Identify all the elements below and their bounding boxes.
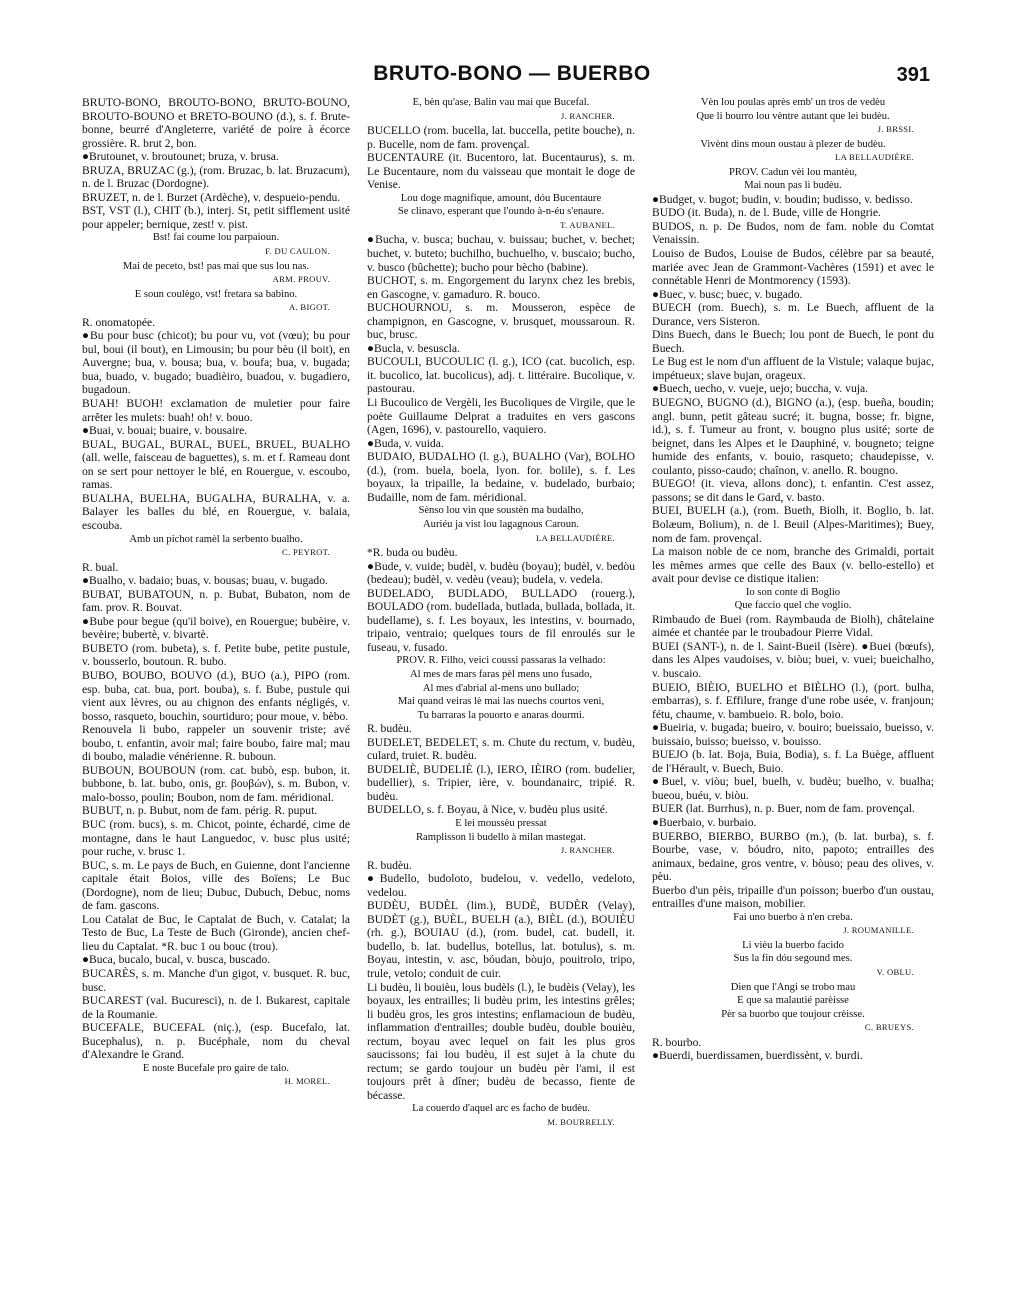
quotation-line: Vèn lou poulas après emb' un tros de vedèu — [700, 97, 886, 108]
dictionary-entry: BUAL, BUGAL, BURAL, BUEL, BRUEL, BUALHO (all. welle, faisceau de baguettes), s. m. et f. Rameau dont on se sert pour nettoyer le blé, en Rouergue, v. escoubo, ramas. — [82, 437, 350, 492]
quotation-source: T. AUBANEL. — [560, 219, 615, 230]
dictionary-entry: La maison noble de ce nom, branche des Grimaldi, portait les mêmes armes que celle des Baux (v. bello-estello) et avait pour devise ce distique italien: — [652, 545, 934, 586]
dictionary-entry: ●Buai, v. bouai; buaire, v. bousaire. — [82, 424, 248, 438]
dictionary-entry: BUCENTAURE (it. Bucentoro, lat. Bucentaurus), s. m. Le Bucentaure, nom du vaisseau que montait le doge de Venise. — [367, 151, 635, 192]
dictionary-entry: BUCHOT, s. m. Engorgement du larynx chez les brebis, en Gascogne, v. gamaduro. R. bouco. — [367, 274, 635, 301]
dictionary-entry: ●Bucha, v. busca; buchau, v. buissau; buchet, v. bechet; buchet, v. buteto; buchilho, buchuelho, v. buscaio; bucho, v. busco (bûchette); bucho pour bècho (babine). — [367, 233, 635, 274]
quotation-source: J. RANCHER. — [560, 845, 615, 856]
dictionary-entry: BUDÈU, BUDÈL (lim.), BUDÈ, BUDÈR (Velay), BUDÈT (g.), BUÈL, BUELH (a.), BIÈL (d.), BOUIÈU (rh. g.), BOUIAU (d.), (rom. budel, cat. budell, it. budello, b. lat. budellus, botellus, lat. botulus), s. m. Boyau, intestin, v. asc, bóudan, bòujo, pouitrolo, tripo, trule, vetolo; conduit de cuir. — [367, 899, 635, 980]
quotation-line: E lei moussèu pressat — [455, 817, 547, 829]
dictionary-entry: *R. buda ou budèu. — [367, 546, 458, 560]
quotation-line: Sus la fin dóu segound mes. — [733, 953, 853, 965]
dictionary-entry: R. bual. — [82, 560, 119, 574]
quotation-line: Al mes d'abrial al-mens uno bullado; — [422, 682, 580, 694]
dictionary-entry: BUBO, BOUBO, BOUVO (d.), BUO (a.), PIPO (rom. esp. buba, cat. bua, port. bouba), s. f. Bube, pustule qui vient aux lèvres, ou au chignon des enfants négligés, v. bosso, rasqueto, bouchin, sourtiduro; pour moue, v. bèbo. — [82, 668, 350, 723]
dictionary-entry: R. onomatopée. — [82, 315, 156, 329]
quotation-line: Fai uno buerbo à n'en creba. — [733, 911, 853, 923]
dictionary-entry: ●Buerdi, buerdissamen, buerdissènt, v. burdi. — [652, 1049, 863, 1063]
dictionary-entry: BRUTO-BONO, BROUTO-BONO, BRUTO-BOUNO, BROUTO-BOUNO et BRETO-BOUNO (d.), s. f. Brute-bonne, beurré d'Angleterre, variété de poire à écorce grossière. R. brut 2, bon. — [82, 96, 350, 150]
dictionary-entry: Louiso de Budos, Louise de Budos, célèbre par sa beauté, mariée avec Jean de Grammont-Vachères (1591) et avec le connétable Henri de Montmorency (1593). — [652, 247, 934, 288]
quotation-line: Ramplisson li budello à milan mastegat. — [415, 831, 587, 843]
dictionary-entry: BUEJO (b. lat. Boja, Buia, Bodia), s. f. La Buège, affluent de l'Hérault, v. Buech, Buio. — [652, 748, 934, 775]
dictionary-entry: R. budèu. — [367, 858, 412, 872]
dictionary-entry: ●Buel, v. viòu; buel, buelh, v. budèu; buelho, v. bualha; bueou, buéu, v. biòu. — [652, 775, 934, 802]
page-number: 391 — [896, 64, 930, 86]
quotation-line: E que sa malautié parèisse — [737, 995, 849, 1007]
quotation-line: Io son conte di Boglio — [745, 586, 841, 598]
quotation-line: Vivènt dins moun oustau à plezer de budèu. — [700, 138, 886, 150]
dictionary-entry: BUEGNO, BUGNO (d.), BIGNO (a.), (esp. bueña, boudin; angl. bunn, petit gâteau sucré; it. bugna, bosse; fr. bigne, id.), s. f. Tumeur au front, v. bougno plus usité; sorte de beignet, dans les Alpes et le Dauphiné, v. bougneto; teigne humide des enfants, v. bouio, rasqueto; chaudepisse, v. coulanto, pisso-caudo; chaînon, v. anello. R. bougno. — [652, 396, 934, 477]
dictionary-entry: Rimbaudo de Buei (rom. Raymbauda de Biolh), châtelaine aimée et chantée par le troubadour Pierre Vidal. — [652, 612, 934, 640]
quotation-line: Al mes de mars faras pèl mens uno fusado, — [409, 668, 593, 680]
quotation-line: PROV. R. Filho, veici coussi passaras la velhado: — [396, 655, 606, 667]
dictionary-entry: Renouvela li bubo, rappeler un souvenir triste; avé boubo, t. enfantin, avoir mal; faire boubo, faire mal; mau di boubo, maladie vénérienne. R. buboun. — [82, 723, 350, 764]
quotation-line: Sènso lou vin que soustèn ma budalho, — [418, 505, 584, 517]
dictionary-entry: BUBUT, n. p. Bubut, nom de fam. périg. R. puput. — [82, 804, 318, 818]
dictionary-entry: BUAH! BUOH! exclamation de muletier pour faire arrêter les mulets: buah! oh! v. bouo. — [82, 397, 350, 424]
quotation-line: Mai de peceto, bst! pas mai que sus lou nas. — [122, 260, 310, 272]
dictionary-entry: BUCARÈS, s. m. Manche d'un gigot, v. busquet. R. buc, busc. — [82, 967, 350, 994]
quotation-line: Dien que l'Angi se trobo mau — [730, 981, 856, 993]
dictionary-entry: ●Buda, v. vuida. — [367, 436, 444, 450]
dictionary-entry: BUDELLO, s. f. Boyau, à Nice, v. budèu plus usité. — [367, 803, 608, 817]
dictionary-entry: ●Bube pour begue (qu'il boive), en Rouergue; bubèire, v. bevèire; bubertè, v. bivartè. — [82, 614, 350, 642]
dictionary-entry: BRUZET, n. de l. Burzet (Ardèche), v. despueio-pendu. — [82, 190, 341, 204]
dictionary-entry: ●Budget, v. bugot; budin, v. boudin; budisso, v. bedisso. — [652, 192, 913, 206]
dictionary-entry: BUC (rom. bucs), s. m. Chicot, pointe, échardé, cime de montagne, dans le haut Languedoc, v. busc plus usité; pour ruche, v. brusc 1. — [82, 817, 350, 859]
dictionary-entry: BUEI, BUELH (a.), (rom. Bueth, Biolh, it. Boglio, b. lat. Bolæum, Bolium), n. de l. Beuil (Alpes-Maritimes); Buey, nom de fam. provençal. — [652, 504, 934, 545]
quotation-source: LA BELLAUDIÈRE. — [536, 532, 615, 543]
dictionary-entry: ●Budello, budoloto, budelou, v. vedello, vedeloto, vedelou. — [367, 872, 635, 899]
dictionary-entry: BUER (lat. Burrhus), n. p. Buer, nom de fam. provençal. — [652, 802, 915, 816]
quotation-line: E, bèn qu'ase, Balin vau mai que Bucefal. — [412, 97, 590, 108]
dictionary-entry: ●Brutounet, v. broutounet; bruza, v. brusa. — [82, 150, 279, 164]
dictionary-entry: BUEI (SANT-), n. de l. Saint-Bueil (Isère). ●Buei (bœufs), dans les Alpes vaudoises, v. biòu; buei, v. vuei; bueichalho, v. buscaio. — [652, 639, 934, 680]
quotation-source: A. BIGOT. — [289, 302, 330, 313]
quotation-source: ARM. PROUV. — [272, 274, 330, 285]
dictionary-entry: BUBOUN, BOUBOUN (rom. cat. bubò, esp. bubon, it. bubbone, b. lat. bubo, onis, gr. βουβών), s. m. Bubon, v. malo-bosso, poulin; Boubon, nom de fam. méridional. — [82, 763, 350, 804]
quotation-source: J. ROUMANILLE. — [843, 925, 914, 936]
dictionary-entry: ●Bucla, v. besuscla. — [367, 341, 460, 355]
quotation-line: La couerdo d'aquel arc es facho de budèu. — [412, 1103, 590, 1115]
dictionary-entry: Li budèu, li bouièu, lous budèls (l.), le budèis (Velay), les boyaux, les entrailles; li budèu prim, les intestins grêles; li budèu gros, les gros intestins; enflamacioun de budèu, inflammation d'entrailles; double budèu, double bouièu, rectum, boyau avec lequel on fait les plus gros saucissons; fai lou budèu, il est sujet à la chute du rectum; se gardo toujour un budèu pèr l'ami, il est toujours prêt à dîner; budèu de becasso, fiente de bécasse. — [367, 980, 635, 1102]
quotation-line: Auriéu ja vist lou lagagnous Caroun. — [423, 518, 579, 530]
dictionary-entry: BUECH (rom. Buech), s. m. Le Buech, affluent de la Durance, vers Sisteron. — [652, 301, 934, 328]
quotation-line: Tu barraras la pouorto e anaras dourmi. — [417, 709, 585, 721]
dictionary-entry: BUERBO, BIERBO, BURBO (m.), (b. lat. burba), s. f. Bourbe, vase, v. bóudro, nito, papoto; entrailles des animaux, bedaine, gros ventre, v. bòuso; peau des olives, v. pèu. — [652, 829, 934, 884]
quotation-line: Lou doge magnifique, amount, dóu Bucentaure — [400, 192, 602, 204]
dictionary-entry: ●Bueiria, v. bugada; bueiro, v. bouiro; bueissaio, bueisso, v. buissaio, buisso; bueisso, v. bouisso. — [652, 721, 934, 748]
dictionary-entry: ●Bude, v. vuide; budèl, v. budèu (boyau); budèl, v. bedòu (bedeau); budèl, v. vedèu (veau); budela, v. vedela. — [367, 559, 635, 587]
dictionary-entry: BUDELET, BEDELET, s. m. Chute du rectum, v. budèu, culard, truiet. R. budèu. — [367, 735, 635, 763]
dictionary-entry: Lou Catalat de Buc, le Captalat de Buch, v. Catalat; la Testo de Buc, La Teste de Buch (Gironde), ancien chef-lieu du Captalat. *R. buc 1 ou bouc (trou). — [82, 912, 350, 953]
dictionary-entry: ●Buech, uecho, v. vueje, uejo; buccha, v. vuja. — [652, 382, 869, 396]
dictionary-entry: BUC, s. m. Le pays de Buch, en Guienne, dont l'ancienne capitale était Boios, ville des Boïens; Le Buc (Dordogne), nom de lieu; Dubuc, Dubuch, Debuc, noms de fam. gascons. — [82, 858, 350, 913]
dictionary-entry: BUCOULI, BUCOULIC (l. g.), ICO (cat. bucolich, esp. it. bucolico, lat. bucolicus), adj. t. littéraire. Bucolique, v. pastourau. — [367, 355, 635, 396]
dictionary-entry: BUDO (it. Buda), n. de l. Bude, ville de Hongrie. — [652, 206, 881, 220]
dictionary-entry: BUDELIÈ, BUDELIÈ (l.), IERO, IÈIRO (rom. budelier, budellier), s. Tripier, ière, v. boundanairc, tripié. R. budèu. — [367, 762, 635, 803]
dictionary-entry: Dins Buech, dans le Buech; lou pont de Buech, le pont du Buech. — [652, 328, 934, 355]
dictionary-entry: R. budèu. — [367, 722, 412, 736]
quotation-line: Mai noun pas li budèu. — [744, 180, 842, 192]
quotation-source: J. BRSSI. — [877, 124, 914, 135]
dictionary-entry: R. bourbo. — [652, 1035, 702, 1049]
dictionary-entry: BST, VST (l.), CHIT (b.), interj. St, petit sifflement usité pour appeler; bernique, zest! v. pist. — [82, 204, 350, 231]
dictionary-entry: BUBAT, BUBATOUN, n. p. Bubat, Bubaton, nom de fam. prov. R. Bouvat. — [82, 587, 350, 615]
dictionary-entry: BUEIO, BIÈIO, BUELHO et BIÈLHO (l.), (port. bulha, embarras), s. f. Effilure, frange d'une robe usée, v. franjoun; fétu, chaume, v. bambueio. R. bolo, boio. — [652, 680, 934, 721]
dictionary-entry: ●Buca, bucalo, bucal, v. busca, buscado. — [82, 953, 271, 967]
dictionary-entry: BUDAIO, BUDALHO (l. g.), BUALHO (Var), BOLHO (d.), (rom. buela, boela, lyon. for. bolile), s. f. Les boyaux, la tripaille, la bedaine, v. budelado, burbaio; Budaille, nom de fam. méridional. — [367, 450, 635, 504]
dictionary-entry: BUCHOURNOU, s. m. Mousseron, espèce de champignon, en Gascogne, v. brusquet, moussaroun. R. buc, brusc. — [367, 301, 635, 342]
dictionary-entry: BRUZA, BRUZAC (g.), (rom. Bruzac, b. lat. Bruzacum), n. de l. Bruzac (Dordogne). — [82, 163, 350, 191]
quotation-source: C. BRUEYS. — [864, 1022, 914, 1033]
column-right — [652, 96, 934, 1286]
dictionary-entry: ●Bualho, v. badaio; buas, v. bousas; buau, v. bugado. — [82, 574, 328, 588]
dictionary-entry: BUALHA, BUELHA, BUGALHA, BURALHA, v. a. Balayer les balles du blé, en Rouergue, v. balaia, escouba. — [82, 491, 350, 532]
quotation-line: E soun coulègo, vst! fretara sa babino. — [134, 288, 298, 300]
quotation-line: Que faccio quel che voglio. — [734, 600, 852, 612]
dictionary-entry: ●Bu pour busc (chicot); bu pour vu, vot (vœu); bu pour bul, boui (il bout), en Limousin; bu pour bèu (il boit), en Auvergne; bua, v. bousa; bua, v. boufa; bua, v. bugada; bua, buado, v. bugado; buadièiro, buadou, v. bugadiero, bugadoun. — [82, 329, 350, 397]
quotation-line: Bst! fai coume lou parpaioun. — [152, 232, 280, 244]
quotation-source: M. BOURRELLY. — [547, 1117, 615, 1128]
dictionary-entry: BUCEFALE, BUCEFAL (niç.), (esp. Bucefalo, lat. Bucephalus), n. p. Bucéphale, nom du cheval d'Alexandre le Grand. — [82, 1021, 350, 1062]
quotation-line: PROV. Cadun vèi lou mantèu, — [728, 166, 858, 178]
quotation-line: Mai quand veiras lè mai las nuechs courtos veni, — [397, 696, 605, 708]
quotation-line: E noste Bucefale pro gaire de talo. — [142, 1062, 290, 1074]
dictionary-entry: Le Bug est le nom d'un affluent de la Vistule; valaque bujac, impétueux; slave bujan, orageux. — [652, 355, 934, 382]
quotation-source: LA BELLAUDIÈRE. — [835, 152, 914, 163]
dictionary-entry: Li Bucoulico de Vergèli, les Bucoliques de Virgile, que le poète Guillaume Delprat a traduites en vers gascons (Agen, 1696), v. pastourello, vaquiero. — [367, 396, 635, 437]
dictionary-entry: BUDELADO, BUDLADO, BULLADO (rouerg.), BOULADO (rom. budellada, butlada, bullada, bollada, it. budellame), s. f. Les boyaux, les intestins, v. bournado, tripaio, ventraio; quelques tours de fil enroulés sur le fuseau, v. fusado. — [367, 586, 635, 654]
quotation-source: V. OBLU. — [876, 967, 914, 977]
running-title: BRUTO-BONO — BUERBO — [373, 62, 651, 85]
quotation-line: Que li bourro lou vèntre autant que lei budèu. — [696, 110, 890, 122]
column-middle — [367, 96, 635, 1286]
dictionary-entry: BUBETO (rom. bubeta), s. f. Petite bube, petite pustule, v. bousserlo, boutoun. R. bubo. — [82, 641, 350, 669]
dictionary-entry: BUCELLO (rom. bucella, lat. buccella, petite bouche), n. p. Bucelle, nom de fam. provençal. — [367, 124, 635, 151]
dictionary-entry: Buerbo d'un pèis, tripaille d'un poisson; buerbo d'un oustau, entrailles d'une maison, mobilier. — [652, 883, 934, 911]
quotation-line: Amb un pichot ramèl la serbento bualho. — [129, 533, 303, 545]
dictionary-entry: ●Buerbaio, v. burbaio. — [652, 815, 757, 829]
dictionary-entry: BUDOS, n. p. De Budos, nom de fam. noble du Comtat Venaissin. — [652, 219, 934, 247]
quotation-source: H. MOREL. — [284, 1076, 330, 1087]
quotation-line: Pèr sa buorbo que toujour crèisse. — [721, 1008, 865, 1020]
dictionary-entry: ●Buec, v. busc; buec, v. bugado. — [652, 287, 803, 301]
page-header — [0, 62, 1024, 92]
quotation-source: F. DU CAULON. — [265, 246, 330, 257]
dictionary-entry: BUEGO! (it. vieva, allons donc), t. enfantin. C'est assez, passons; se dit dans le Gard, v. basto. — [652, 477, 934, 504]
quotation-line: Se clinavo, esperant que l'oundo à-n-éu s'enaure. — [397, 206, 605, 218]
dictionary-entry: BUCAREST (val. Bucuresci), n. de l. Bukarest, capitale de la Roumanie. — [82, 994, 350, 1021]
quotation-line: Li vièu la buerbo facido — [742, 939, 844, 951]
quotation-source: J. RANCHER. — [560, 110, 615, 121]
quotation-source: C. PEYROT. — [282, 547, 330, 558]
column-left — [82, 96, 350, 1286]
